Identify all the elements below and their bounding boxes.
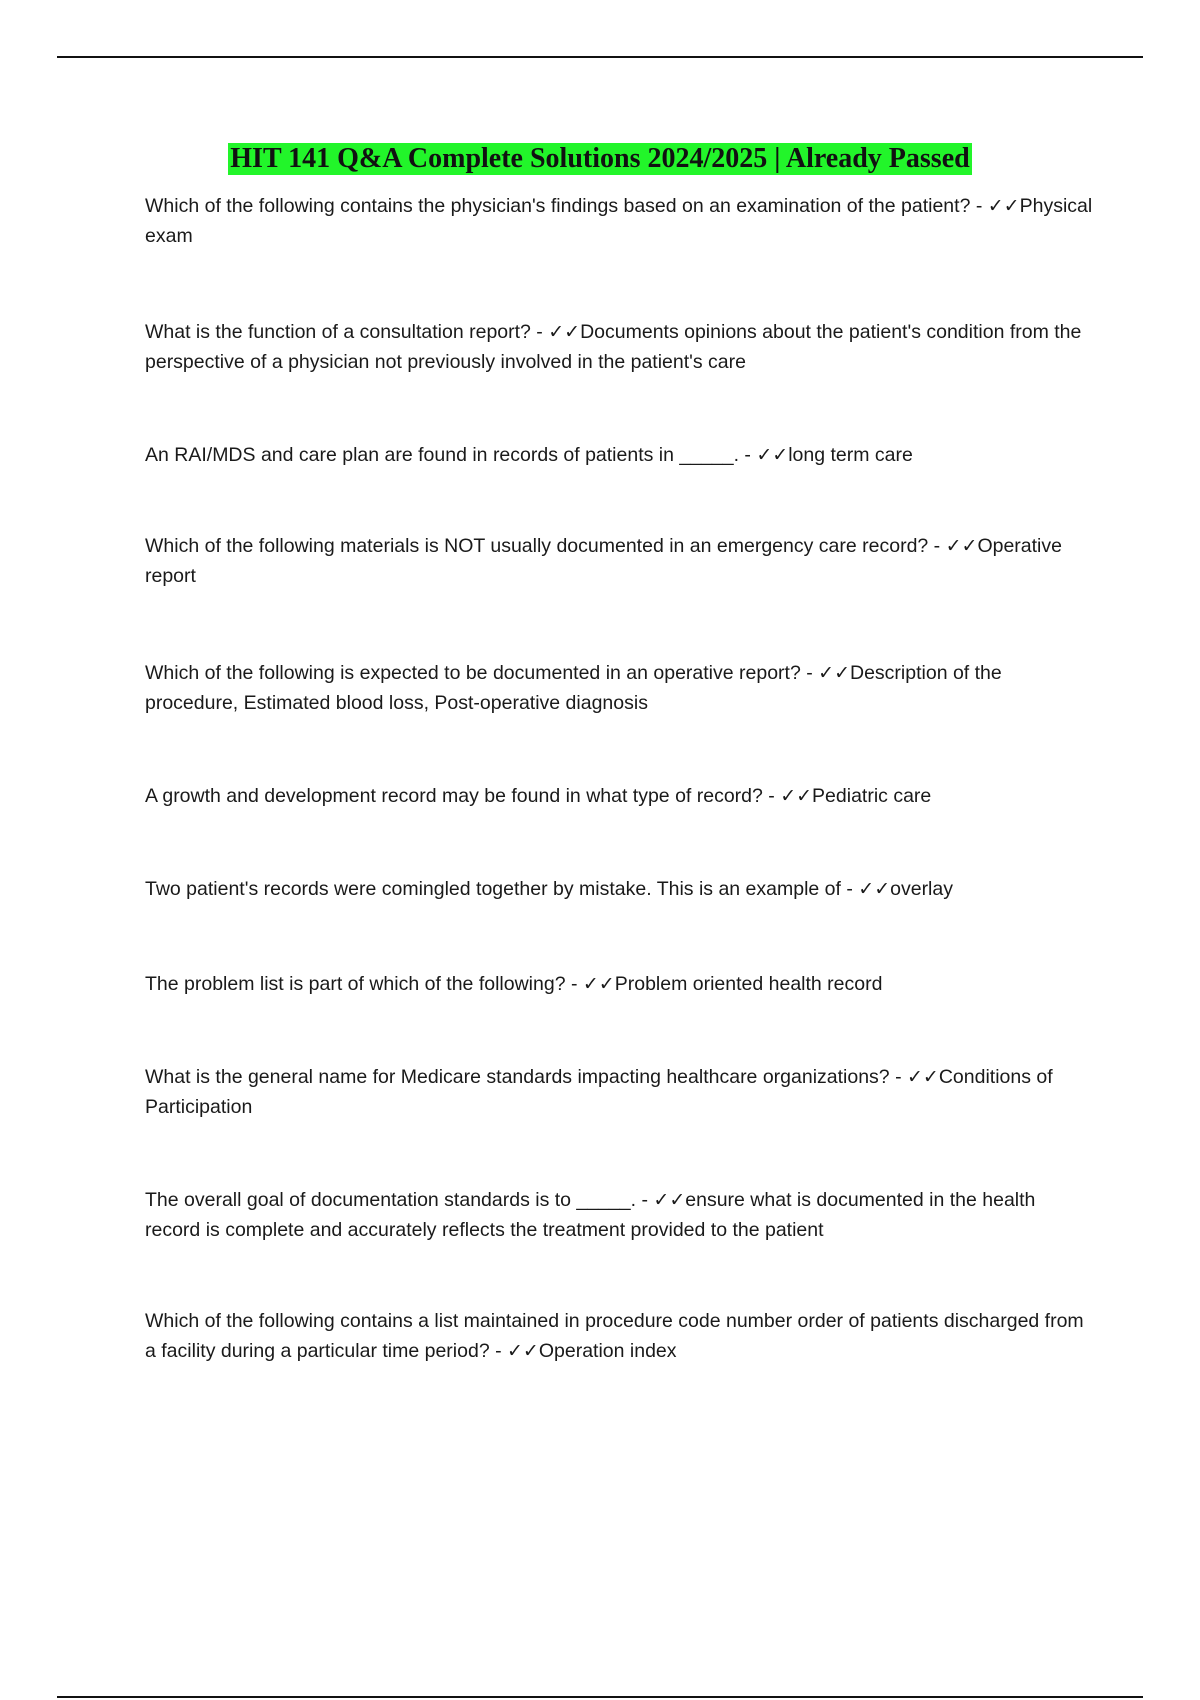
double-check-icon: ✓✓ xyxy=(653,1189,686,1211)
question-text: A growth and development record may be found in what type of record? - xyxy=(145,785,775,807)
answer-text: Pediatric care xyxy=(812,785,932,807)
answer-text: ensure what is documented in the health record is complete and accurately reflects the treatment provided to the patient xyxy=(145,1189,1036,1241)
qa-item-10 xyxy=(145,1185,1095,1245)
title-container xyxy=(0,143,1200,175)
answer-text: Documents opinions about the patient's condition from the perspective of a physician not previously involved in the patient's care xyxy=(145,321,1082,373)
qa-item-2 xyxy=(145,317,1095,377)
double-check-icon: ✓✓ xyxy=(507,1340,539,1362)
double-check-icon: ✓✓ xyxy=(987,195,1020,217)
answer-text: overlay xyxy=(890,878,953,900)
double-check-icon: ✓✓ xyxy=(756,444,789,466)
qa-item-7 xyxy=(145,874,1095,904)
qa-item-3 xyxy=(145,440,1095,470)
question-text: Which of the following contains the physician's findings based on an examination of the patient? - xyxy=(145,195,983,217)
answer-text: Operative report xyxy=(145,535,1062,587)
double-check-icon: ✓✓ xyxy=(945,535,978,557)
qa-item-8 xyxy=(145,969,1095,999)
answer-text: Problem oriented health record xyxy=(614,973,883,995)
question-text: Which of the following contains a list maintained in procedure code number order of patients discharged from a facility during a particular time period? - xyxy=(145,1310,1084,1362)
question-text: The overall goal of documentation standards is to _____. - xyxy=(145,1189,648,1211)
question-text: What is the general name for Medicare standards impacting healthcare organizations? - xyxy=(145,1066,902,1088)
double-check-icon: ✓✓ xyxy=(858,878,891,900)
qa-item-11 xyxy=(145,1306,1095,1366)
question-text: The problem list is part of which of the following? - xyxy=(145,973,578,995)
question-text: An RAI/MDS and care plan are found in records of patients in _____. - xyxy=(145,444,751,466)
double-check-icon: ✓✓ xyxy=(780,785,813,807)
answer-text: Operation index xyxy=(538,1340,677,1362)
answer-text: long term care xyxy=(788,444,913,466)
answer-text: Description of the procedure, Estimated blood loss, Post-operative diagnosis xyxy=(145,662,1002,714)
top-rule xyxy=(57,56,1143,58)
qa-item-6 xyxy=(145,781,1095,811)
qa-item-5 xyxy=(145,658,1095,718)
answer-text: Physical exam xyxy=(145,195,1093,247)
bottom-rule xyxy=(57,1696,1143,1698)
question-text: What is the function of a consultation report? - xyxy=(145,321,543,343)
double-check-icon: ✓✓ xyxy=(582,973,615,995)
qa-item-9 xyxy=(145,1062,1095,1122)
qa-item-1 xyxy=(145,191,1095,251)
document-title: HIT 141 Q&A Complete Solutions 2024/2025 | Already Passed xyxy=(230,143,970,174)
double-check-icon: ✓✓ xyxy=(818,662,850,684)
question-text: Which of the following is expected to be documented in an operative report? - xyxy=(145,662,813,684)
qa-item-4 xyxy=(145,531,1095,591)
question-text: Two patient's records were comingled together by mistake. This is an example of - xyxy=(145,878,853,900)
answer-text: Conditions of Participation xyxy=(145,1066,1053,1118)
question-text: Which of the following materials is NOT usually documented in an emergency care record? - xyxy=(145,535,941,557)
double-check-icon: ✓✓ xyxy=(907,1066,939,1088)
double-check-icon: ✓✓ xyxy=(548,321,581,343)
